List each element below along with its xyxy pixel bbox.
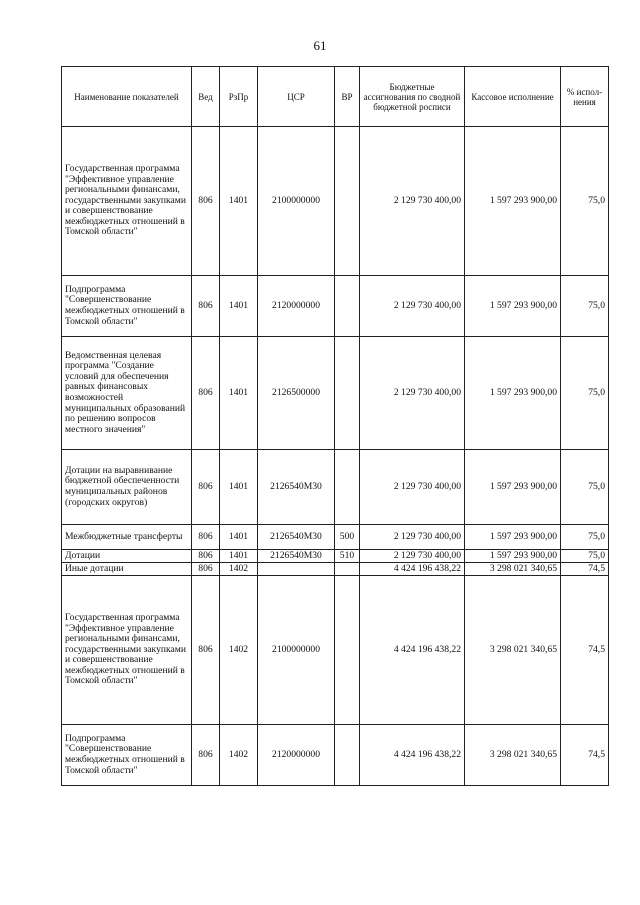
header-vr: ВР <box>335 67 360 127</box>
row-ved: 806 <box>192 525 220 550</box>
row-percent: 74,5 <box>561 563 609 576</box>
row-assigned: 2 129 730 400,00 <box>360 276 465 337</box>
row-percent: 75,0 <box>561 450 609 525</box>
row-executed: 1 597 293 900,00 <box>465 276 561 337</box>
table-row <box>62 337 609 450</box>
row-ved: 806 <box>192 337 220 450</box>
row-csr: 2126540М30 <box>258 550 335 563</box>
row-executed: 1 597 293 900,00 <box>465 550 561 563</box>
row-vr <box>335 725 360 786</box>
row-percent: 75,0 <box>561 337 609 450</box>
row-vr <box>335 337 360 450</box>
row-ved: 806 <box>192 563 220 576</box>
row-executed: 1 597 293 900,00 <box>465 450 561 525</box>
row-name: Дотации <box>62 550 192 563</box>
row-name: Дотации на выравнивание бюджетной обеспеченности муниципальных районов (городских округов) <box>62 450 192 525</box>
row-executed: 3 298 021 340,65 <box>465 725 561 786</box>
row-assigned: 2 129 730 400,00 <box>360 127 465 276</box>
row-name: Подпрограмма "Совершенствование межбюджетных отношений в Томской области" <box>62 725 192 786</box>
row-csr: 2126500000 <box>258 337 335 450</box>
row-percent: 75,0 <box>561 550 609 563</box>
table-row <box>62 127 609 276</box>
header-rzpr: РзПр <box>220 67 258 127</box>
table-row <box>62 725 609 786</box>
row-rzpr: 1401 <box>220 525 258 550</box>
row-percent: 75,0 <box>561 525 609 550</box>
row-rzpr: 1401 <box>220 337 258 450</box>
row-executed: 3 298 021 340,65 <box>465 576 561 725</box>
table-header-row <box>62 67 609 127</box>
table-row <box>62 550 609 563</box>
row-csr <box>258 563 335 576</box>
row-assigned: 2 129 730 400,00 <box>360 450 465 525</box>
row-assigned: 2 129 730 400,00 <box>360 550 465 563</box>
row-rzpr: 1401 <box>220 550 258 563</box>
table-row <box>62 576 609 725</box>
row-percent: 74,5 <box>561 725 609 786</box>
row-csr: 2126540М30 <box>258 525 335 550</box>
row-name: Межбюджетные трансферты <box>62 525 192 550</box>
row-rzpr: 1401 <box>220 276 258 337</box>
header-assigned: Бюджетные ассигнования по сводной бюджетной росписи <box>360 67 465 127</box>
row-executed: 1 597 293 900,00 <box>465 337 561 450</box>
row-assigned: 4 424 196 438,22 <box>360 725 465 786</box>
row-name: Иные дотации <box>62 563 192 576</box>
row-csr: 2120000000 <box>258 276 335 337</box>
row-assigned: 4 424 196 438,22 <box>360 576 465 725</box>
row-assigned: 2 129 730 400,00 <box>360 337 465 450</box>
row-csr: 2126540М30 <box>258 450 335 525</box>
header-executed: Кассовое исполнение <box>465 67 561 127</box>
table-row <box>62 525 609 550</box>
row-executed: 1 597 293 900,00 <box>465 525 561 550</box>
row-rzpr: 1401 <box>220 127 258 276</box>
row-vr <box>335 276 360 337</box>
row-rzpr: 1402 <box>220 563 258 576</box>
header-percent: % испол-нения <box>561 67 609 127</box>
row-vr <box>335 450 360 525</box>
table-row <box>62 276 609 337</box>
row-csr: 2120000000 <box>258 725 335 786</box>
row-percent: 75,0 <box>561 127 609 276</box>
row-ved: 806 <box>192 576 220 725</box>
row-csr: 2100000000 <box>258 576 335 725</box>
row-name: Ведомственная целевая программа "Создание условий для обеспечения равных финансовых возможностей муниципальных образований по решению вопросов местного значения" <box>62 337 192 450</box>
page-number: 61 <box>313 38 327 53</box>
row-ved: 806 <box>192 550 220 563</box>
row-name: Государственная программа "Эффективное управление региональными финансами, государственными закупками и совершенствование межбюджетных отношений в Томской области" <box>62 576 192 725</box>
row-csr: 2100000000 <box>258 127 335 276</box>
table-row <box>62 450 609 525</box>
row-vr: 500 <box>335 525 360 550</box>
row-percent: 75,0 <box>561 276 609 337</box>
row-name: Подпрограмма "Совершенствование межбюджетных отношений в Томской области" <box>62 276 192 337</box>
header-name: Наименование показателей <box>62 67 192 127</box>
row-percent: 74,5 <box>561 576 609 725</box>
row-assigned: 4 424 196 438,22 <box>360 563 465 576</box>
table-row <box>62 563 609 576</box>
row-rzpr: 1402 <box>220 725 258 786</box>
row-ved: 806 <box>192 127 220 276</box>
row-vr: 510 <box>335 550 360 563</box>
row-executed: 3 298 021 340,65 <box>465 563 561 576</box>
row-rzpr: 1402 <box>220 576 258 725</box>
row-assigned: 2 129 730 400,00 <box>360 525 465 550</box>
row-ved: 806 <box>192 450 220 525</box>
header-ved: Вед <box>192 67 220 127</box>
row-rzpr: 1401 <box>220 450 258 525</box>
row-ved: 806 <box>192 725 220 786</box>
header-csr: ЦСР <box>258 67 335 127</box>
row-vr <box>335 563 360 576</box>
budget-execution-table <box>61 66 609 786</box>
row-vr <box>335 576 360 725</box>
row-executed: 1 597 293 900,00 <box>465 127 561 276</box>
row-name: Государственная программа "Эффективное управление региональными финансами, государственными закупками и совершенствование межбюджетных отношений в Томской области" <box>62 127 192 276</box>
row-ved: 806 <box>192 276 220 337</box>
row-vr <box>335 127 360 276</box>
